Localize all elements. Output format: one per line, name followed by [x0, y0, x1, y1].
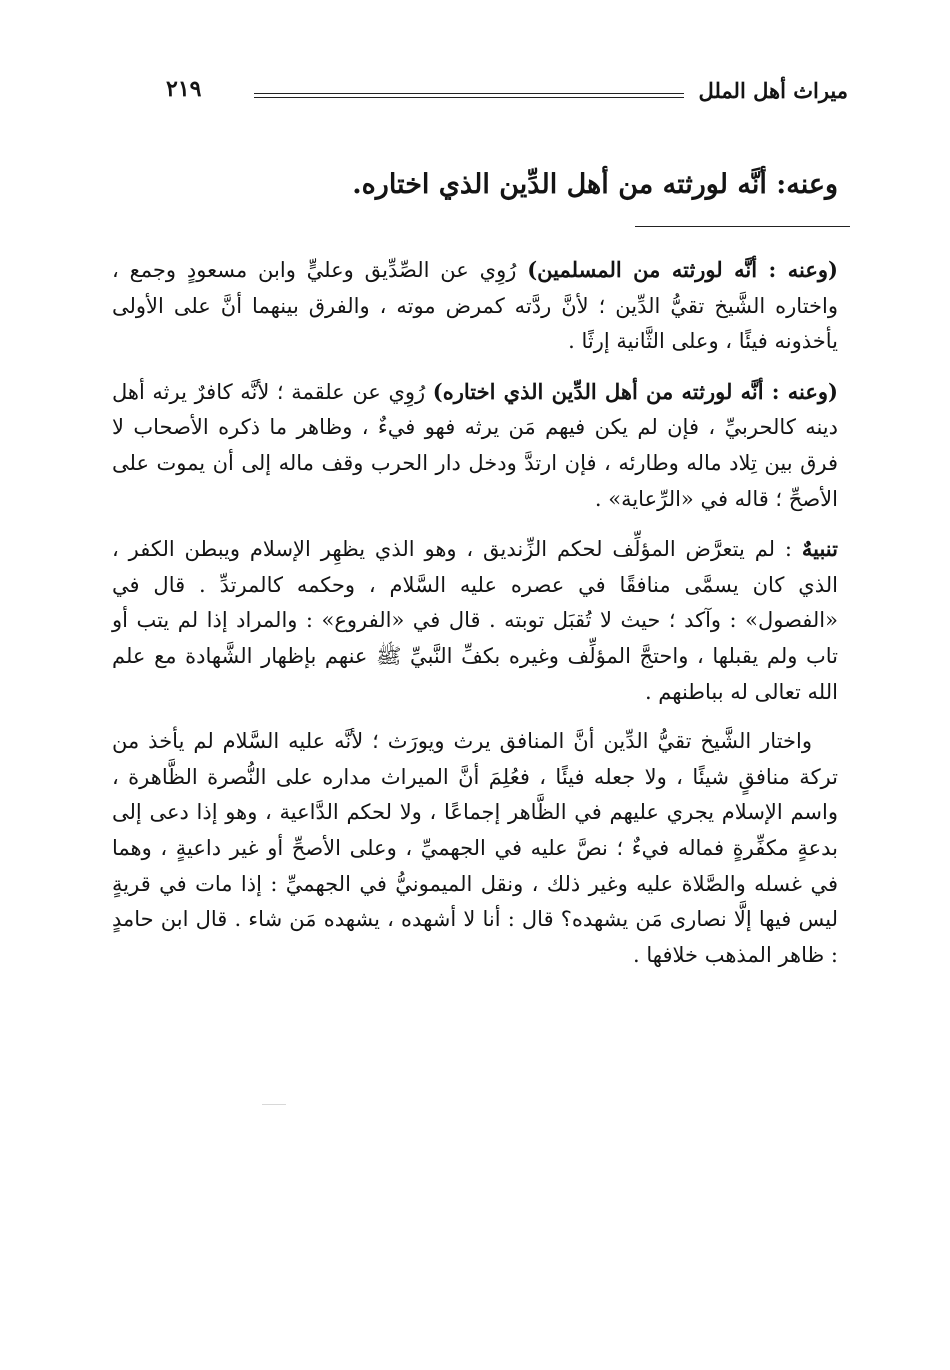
paragraph-1: [112, 252, 838, 360]
paragraph-4-text: واختار الشَّيخ تقيُّ الدِّين أنَّ المنافق يرث ويورَث ؛ لأنَّه عليه السَّلام لم يأخذ من تركة منافقٍ شيئًا ، ولا جعله فيئًا ، فعُلِمَ أنَّ الميراث مداره على النُّصرة الظَّاهرة ، واسم الإسلام يجري عليهم في الظَّاهر إجماعًا ، ولا لحكم الدَّاعية ، وهو إذا دعى إلى بدعةٍ مكفِّرةٍ فماله فيءٌ ؛ نصَّ عليه في الجهميِّ ، وعلى الأصحِّ أو غير داعيةٍ ، وهما في غسله والصَّلاة عليه وغير ذلك ، ونقل الميمونيُّ في الجهميِّ : إذا مات في قريةٍ ليس فيها إلَّا نصارى مَن يشهده؟ قال : أنا لا أشهده ، يشهده مَن شاء . قال ابن حامدٍ : ظاهر المذهب خلافها .: [112, 729, 838, 967]
paragraph-2-text: رُوِي عن علقمة ؛ لأنَّه كافرٌ يرثه أهل دينه كالحربيِّ ، فإن لم يكن فيهم مَن يرثه فهو فيءٌ ، وظاهر ما ذكره الأصحاب لا فرق بين تِلاد ماله وطارئه ، فإن ارتدَّ ودخل دار الحرب وقف ماله إلى أن يموت على الأصحِّ ؛ قاله في «الرِّعاية» .: [112, 379, 838, 511]
matn-separator-rule: [635, 226, 850, 227]
paragraph-3: [112, 531, 838, 710]
lemma-3: تنبيهٌ: [801, 536, 838, 562]
faint-mark: [262, 1104, 286, 1105]
paragraph-2: [112, 374, 838, 517]
page-header: [160, 72, 848, 112]
commentary-body: [112, 252, 838, 987]
lemma-1: (وعنه : أنَّه لورثته من المسلمين): [527, 257, 838, 282]
lemma-2: (وعنه : أنَّه لورثته من أهل الدِّين الذي اختاره): [432, 378, 838, 404]
matn-text: وعنه: أنَّه لورثته من أهل الدِّين الذي اختاره.: [352, 169, 838, 200]
paragraph-3-text: : لم يتعرَّض المؤلِّف لحكم الزِّنديق ، وهو الذي يظهِر الإسلام ويبطن الكفر ، الذي كان يسمَّى منافقًا في عصره عليه السَّلام ، وحكمه كالمرتدِّ . قال في «الفصول» : وآكد ؛ حيث لا تُقبَل توبته . قال في «الفروع» : والمراد إذا لم يتب أو تاب ولم يقبلها ، واحتجَّ المؤلِّف وغيره بكفِّ النَّبيِّ ﷺ عنهم بإظهار الشَّهادة مع علم الله تعالى له بباطنهم .: [112, 537, 838, 704]
paragraph-1-text: رُوِي عن الصِّدِّيق وعليٍّ وابن مسعودٍ وجمع ، واختاره الشَّيخ تقيُّ الدِّين ؛ لأنَّ ردَّته كمرض موته ، والفرق بينهما أنَّ على الأولى يأخذونه فيئًا ، وعلى الثَّانية إرثًا .: [112, 258, 838, 354]
header-rule-second: [254, 97, 684, 98]
running-title: ميراث أهل الملل: [698, 78, 848, 103]
header-rule: [254, 93, 684, 94]
page-number: ٢١٩: [166, 76, 202, 102]
paragraph-4: [112, 724, 838, 973]
